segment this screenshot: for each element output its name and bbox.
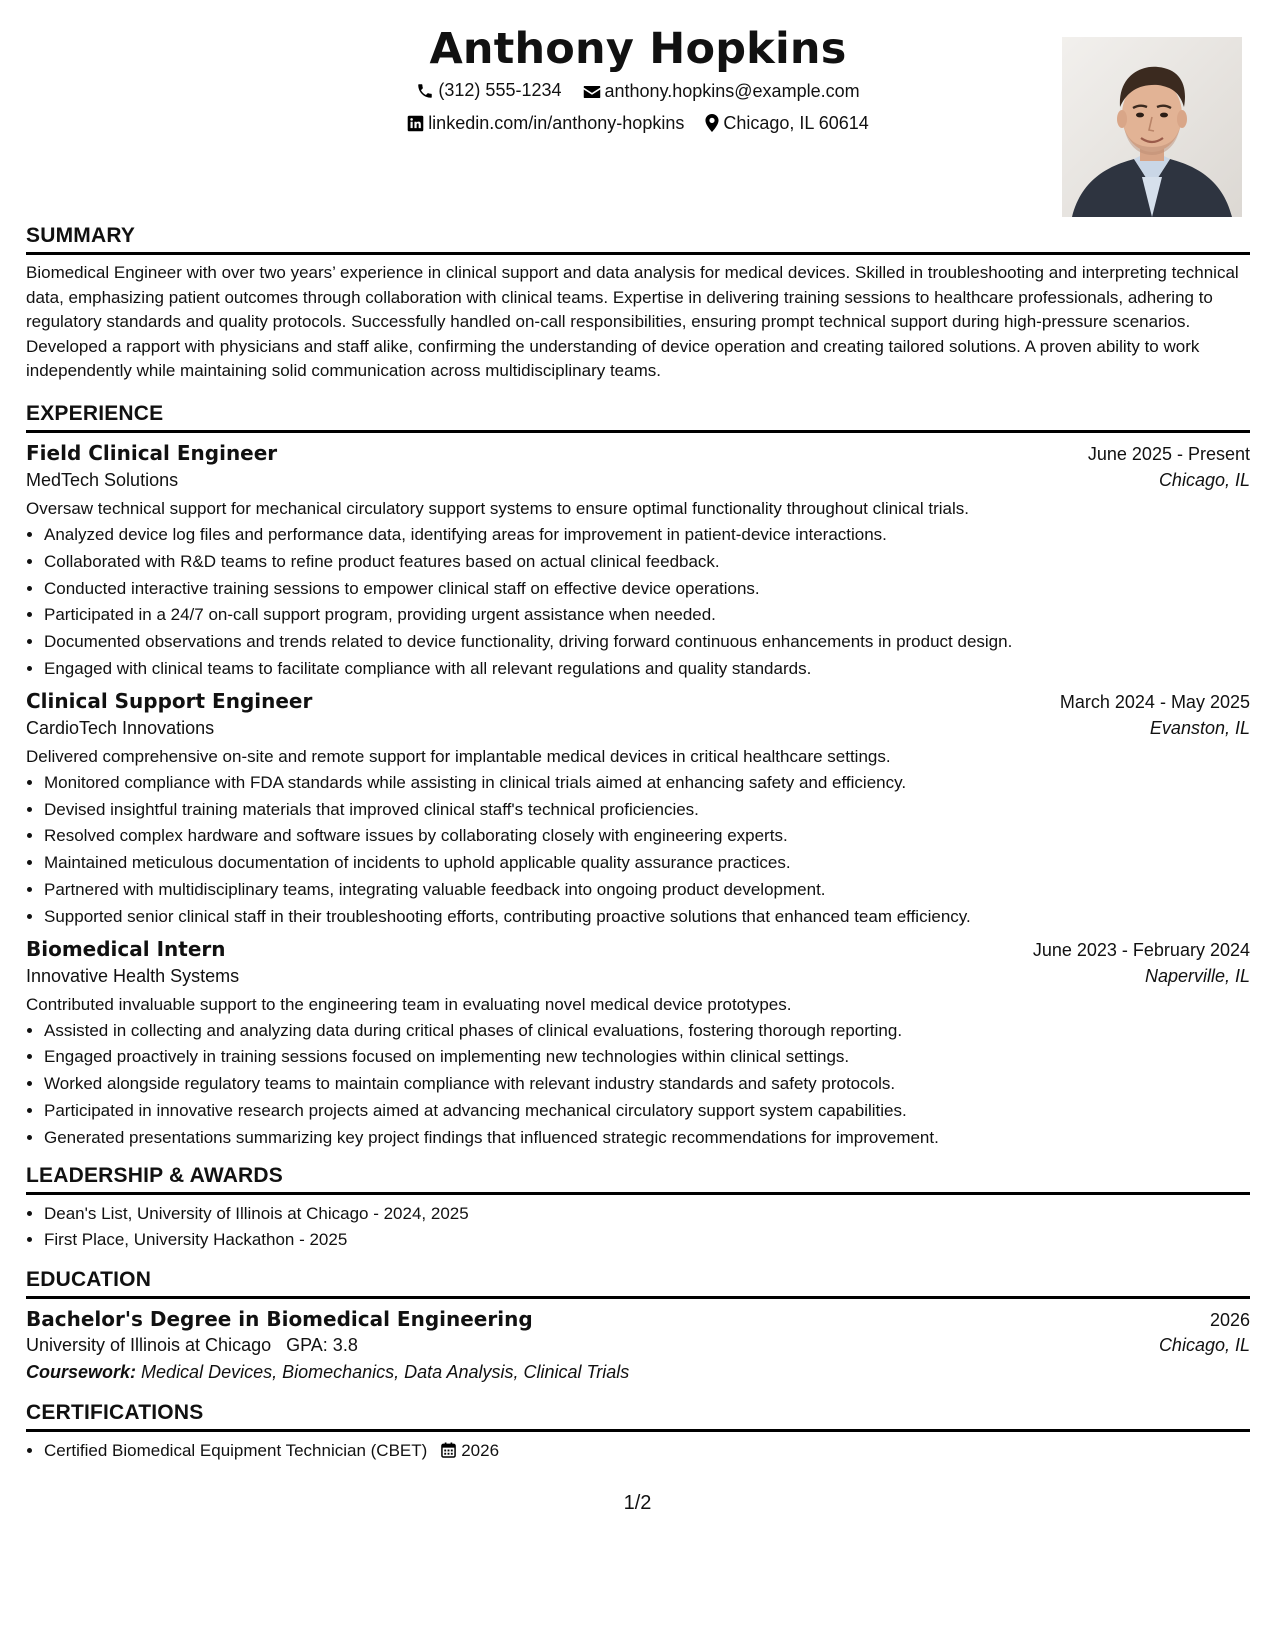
award-item: • Dean's List, University of Illinois at Chicago - 2024, 2025 xyxy=(44,1201,1250,1228)
leadership-section xyxy=(26,1164,1250,1255)
job-bullets xyxy=(26,770,1250,931)
school-line xyxy=(26,1335,358,1356)
graduation-year: 2026 xyxy=(1209,1310,1250,1331)
bullet-item: • Monitored compliance with FDA standards while assisting in clinical trials aimed at enhancing safety and efficiency. xyxy=(44,770,1250,797)
summary-heading: SUMMARY xyxy=(26,224,1250,255)
job-bullets xyxy=(26,522,1250,683)
job-location: Evanston, IL xyxy=(1149,717,1250,738)
candidate-name: Anthony Hopkins xyxy=(429,24,847,74)
experience-heading: EXPERIENCE xyxy=(26,402,1250,433)
job-entry xyxy=(26,937,1250,1152)
award-item: • First Place, University Hackathon - 2025 xyxy=(44,1227,1250,1254)
bullet-item: • Worked alongside regulatory teams to maintain compliance with relevant industry standards and safety protocols. xyxy=(44,1071,1250,1098)
envelope-icon xyxy=(583,84,601,100)
education-section xyxy=(26,1268,1250,1383)
job-dates: June 2025 - Present xyxy=(1087,443,1250,464)
job-title: Biomedical Intern xyxy=(26,936,226,961)
job-description: Oversaw technical support for mechanical circulatory support systems to ensure optimal functionality throughout clinical trials. xyxy=(26,498,969,518)
email-item[interactable] xyxy=(583,81,860,102)
coursework-line xyxy=(26,1362,1250,1383)
degree-title: Bachelor's Degree in Biomedical Engineering xyxy=(26,1307,533,1332)
bullet-item: • Participated in innovative research projects aimed at advancing mechanical circulatory support system capabilities. xyxy=(44,1098,1250,1125)
bullet-item: • Collaborated with R&D teams to refine product features based on actual clinical feedback. xyxy=(44,549,1250,576)
bullet-item: • Resolved complex hardware and software issues by collaborating closely with engineering experts. xyxy=(44,823,1250,850)
location-item xyxy=(705,113,868,134)
bullet-item: • Generated presentations summarizing key project findings that influenced strategic recommendations for improvement. xyxy=(44,1125,1250,1152)
bullet-item: • Engaged proactively in training sessions focused on implementing new technologies within clinical settings. xyxy=(44,1044,1250,1071)
bullet-item: • Analyzed device log files and performance data, identifying areas for improvement in patient-device interactions. xyxy=(44,522,1250,549)
page-number: 1/2 xyxy=(623,1492,652,1514)
summary-text: Biomedical Engineer with over two years’ experience in clinical support and data analysis for medical devices. Skilled in troubleshooting and interpreting technical data, emphasizing patient outcomes through collaboration with clinical teams. Expertise in delivering training sessions to healthcare professionals, adhering to regulatory standards and quality protocols. Successfully handled on-call responsibilities, ensuring prompt technical support during high-pressure scenarios. Developed a rapport with physicians and staff alike, confirming the understanding of device operation and creating tailored solutions. A proven ability to work independently while maintaining solid communication across multidisciplinary teams. xyxy=(26,263,1239,381)
certifications-section xyxy=(26,1401,1250,1465)
leadership-list xyxy=(26,1201,1250,1255)
bullet-item: • Maintained meticulous documentation of incidents to uphold applicable quality assurance practices. xyxy=(44,850,1250,877)
calendar-icon xyxy=(441,1442,456,1458)
school-name: University of Illinois at Chicago xyxy=(26,1335,272,1356)
certifications-list xyxy=(26,1438,1250,1465)
bullet-item: • Partnered with multidisciplinary teams, integrating valuable feedback into ongoing product development. xyxy=(44,877,1250,904)
certification-name: Certified Biomedical Equipment Technician (CBET) xyxy=(44,1441,428,1461)
certification-item xyxy=(44,1438,1250,1465)
phone-icon xyxy=(416,82,434,100)
map-pin-icon xyxy=(705,114,719,132)
coursework-list: Medical Devices, Biomechanics, Data Analysis, Clinical Trials xyxy=(141,1362,630,1383)
job-location: Chicago, IL xyxy=(1158,469,1250,490)
phone-text: (312) 555-1234 xyxy=(438,80,562,100)
job-entry xyxy=(26,441,1250,683)
bullet-item: • Assisted in collecting and analyzing data during critical phases of clinical evaluations, fostering thorough reporting. xyxy=(44,1018,1250,1045)
job-title: Clinical Support Engineer xyxy=(26,688,313,713)
job-bullets xyxy=(26,1018,1250,1152)
bullet-item: • Engaged with clinical teams to facilitate compliance with all relevant regulations and quality standards. xyxy=(44,656,1250,683)
job-description: Delivered comprehensive on-site and remote support for implantable medical devices in critical healthcare settings. xyxy=(26,746,891,766)
company-name: MedTech Solutions xyxy=(26,469,179,490)
school-location: Chicago, IL xyxy=(1158,1335,1250,1356)
bullet-item: • Participated in a 24/7 on-call support program, providing urgent assistance when needed. xyxy=(44,602,1250,629)
email-link[interactable]: anthony.hopkins@example.com xyxy=(604,81,860,101)
certifications-heading: CERTIFICATIONS xyxy=(26,1401,1250,1432)
job-entry xyxy=(26,689,1250,931)
linkedin-item[interactable] xyxy=(407,113,684,134)
resume-page xyxy=(26,20,1250,1465)
leadership-heading: LEADERSHIP & AWARDS xyxy=(26,1164,1250,1195)
bullet-item: • Supported senior clinical staff in their troubleshooting efforts, contributing proactive solutions that enhanced team efficiency. xyxy=(44,904,1250,931)
bullet-item: • Documented observations and trends related to device functionality, driving forward continuous enhancements in product design. xyxy=(44,629,1250,656)
linkedin-link[interactable]: linkedin.com/in/anthony-hopkins xyxy=(428,113,685,133)
company-name: Innovative Health Systems xyxy=(26,965,240,986)
summary-section xyxy=(26,224,1250,384)
job-dates: June 2023 - February 2024 xyxy=(1032,939,1250,960)
education-heading: EDUCATION xyxy=(26,1268,1250,1299)
job-location: Naperville, IL xyxy=(1144,965,1250,986)
job-dates: March 2024 - May 2025 xyxy=(1059,691,1250,712)
gpa: GPA: 3.8 xyxy=(286,1335,358,1356)
certification-year: 2026 xyxy=(461,1441,500,1461)
company-name: CardioTech Innovations xyxy=(26,717,215,738)
linkedin-icon xyxy=(407,115,424,132)
job-title: Field Clinical Engineer xyxy=(26,440,278,465)
bullet-item: • Devised insightful training materials that improved clinical staff's technical proficiencies. xyxy=(44,797,1250,824)
coursework-label: Coursework: xyxy=(26,1362,137,1383)
phone-item xyxy=(416,80,561,101)
profile-photo xyxy=(1062,37,1242,217)
resume-header xyxy=(26,24,1250,224)
experience-section xyxy=(26,402,1250,1152)
location-text: Chicago, IL 60614 xyxy=(723,112,869,133)
bullet-item: • Conducted interactive training sessions to empower clinical staff on effective device operations. xyxy=(44,576,1250,603)
job-description: Contributed invaluable support to the engineering team in evaluating novel medical device prototypes. xyxy=(26,994,792,1014)
